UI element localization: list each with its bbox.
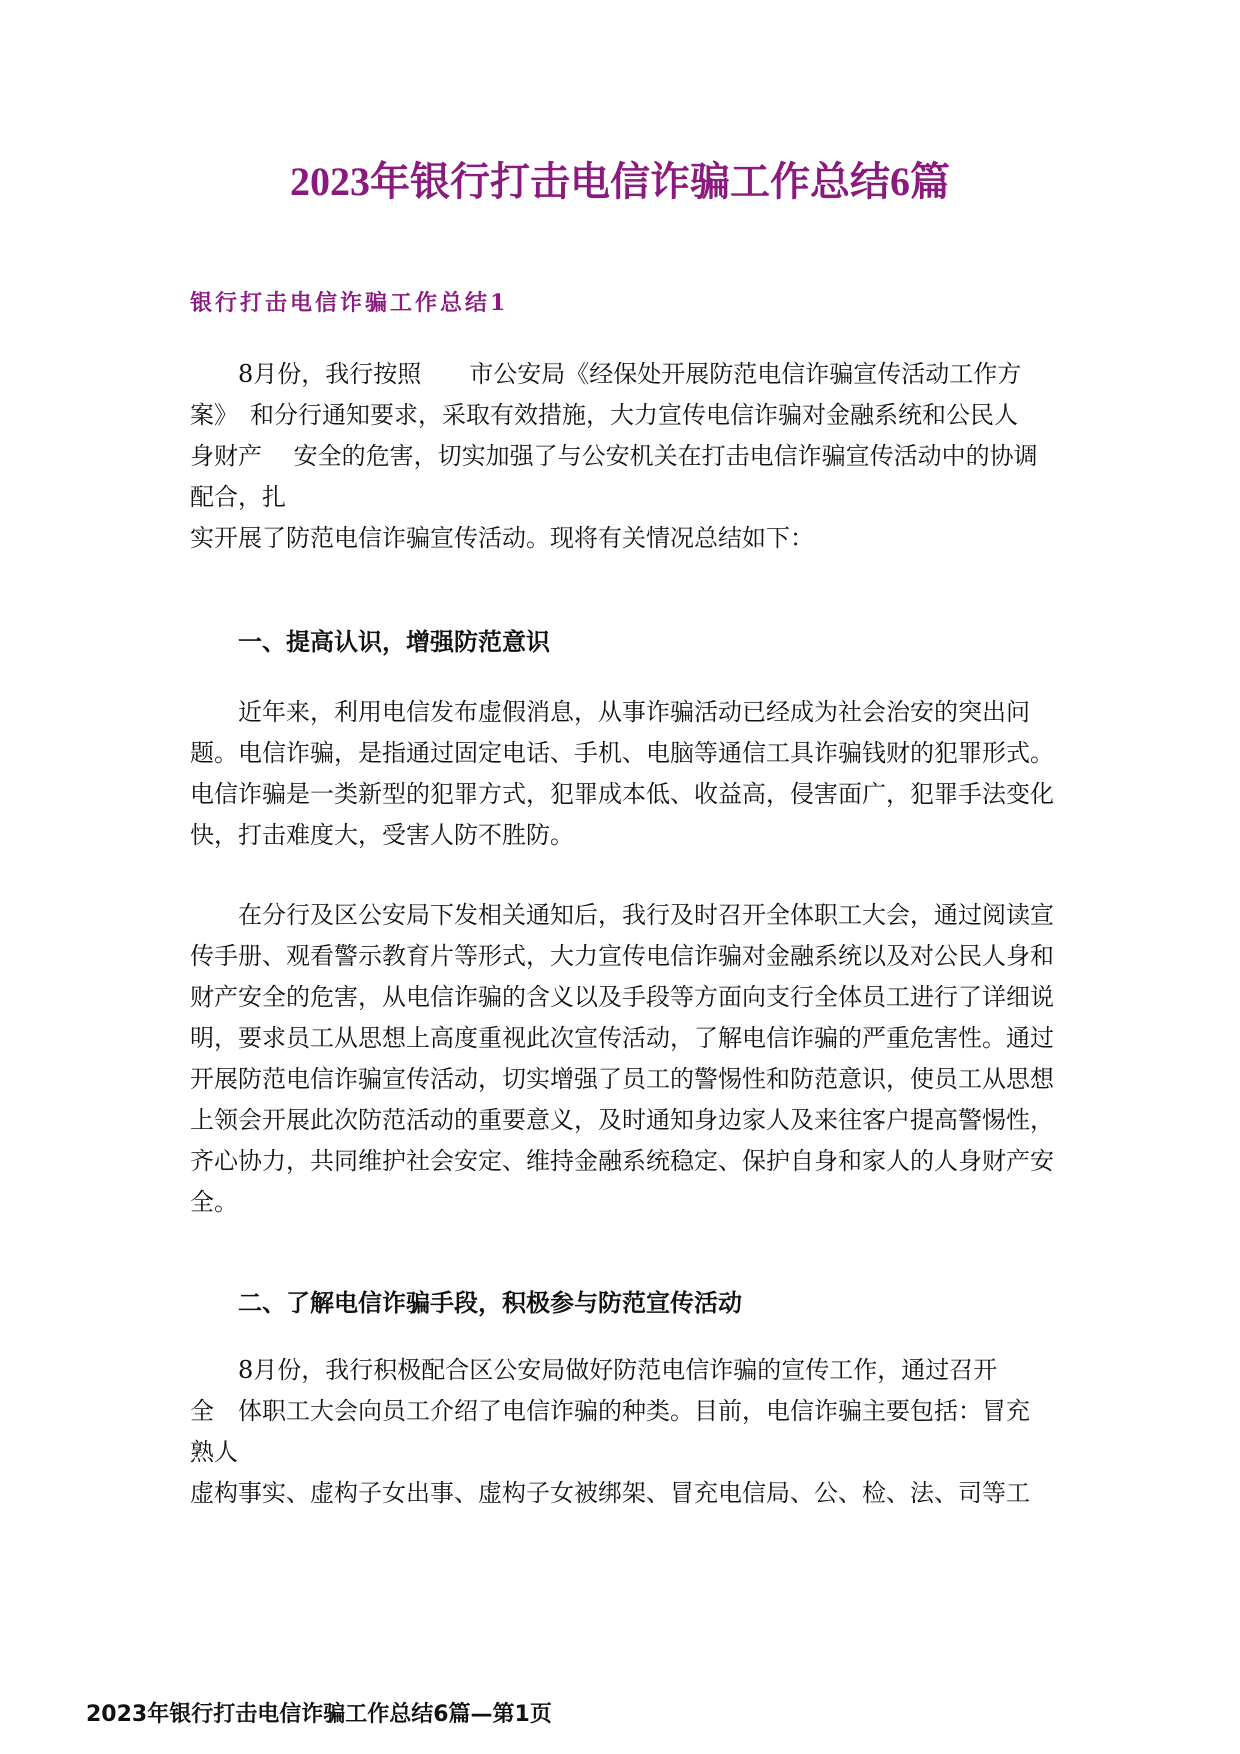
paragraph-3-line: 8月份，我行积极配合区公安局做好防范电信诈骗的宣传工作，通过召开 xyxy=(238,1356,998,1384)
paragraph-3 xyxy=(190,1350,1070,1514)
paragraph-3-line: 虚构事实、虚构子女出事、虚构子女被绑架、冒充电信局、公、检、法、司等工 xyxy=(190,1479,1030,1507)
intro-line: 配合，扎 xyxy=(190,483,286,511)
paragraph-3-line: 熟人 xyxy=(190,1438,238,1466)
paragraph-1: 近年来，利用电信发布虚假消息，从事诈骗活动已经成为社会治安的突出问题。电信诈骗，是指通过固定电话、手机、电脑等通信工具诈骗钱财的犯罪形式。电信诈骗是一类新型的犯罪方式，犯罪成本低、收益高，侵害面广，犯罪手法变化快，打击难度大，受害人防不胜防。 xyxy=(190,698,1054,849)
intro-line: 身财产 安全的危害，切实加强了与公安机关在打击电信诈骗宣传活动中的协调 xyxy=(190,442,1038,470)
intro-line: 实开展了防范电信诈骗宣传活动。现将有关情况总结如下： xyxy=(190,524,814,552)
paragraph-3-line: 全 体职工大会向员工介绍了电信诈骗的种类。目前，电信诈骗主要包括：冒充 xyxy=(190,1397,1030,1425)
intro-line: 8月份，我行按照 市公安局《经保处开展防范电信诈骗宣传活动工作方 xyxy=(238,360,1022,388)
intro-line: 案》 和分行通知要求，采取有效措施，大力宣传电信诈骗对金融系统和公民人 xyxy=(190,401,1018,429)
heading-1: 一、提高认识，增强防范意识 xyxy=(238,628,550,656)
page-footer: 2023年银行打击电信诈骗工作总结6篇—第1页 xyxy=(86,1702,552,1727)
document-title: 2023年银行打击电信诈骗工作总结6篇 xyxy=(290,159,950,204)
paragraph-2: 在分行及区公安局下发相关通知后，我行及时召开全体职工大会，通过阅读宣传手册、观看警示教育片等形式，大力宣传电信诈骗对金融系统以及对公民人身和财产安全的危害，从电信诈骗的含义以及手段等方面向支行全体员工进行了详细说明，要求员工从思想上高度重视此次宣传活动，了解电信诈骗的严重危害性。通过开展防范电信诈骗宣传活动，切实增强了员工的警惕性和防范意识，使员工从思想上领会开展此次防范活动的重要意义，及时通知身边家人及来往客户提高警惕性，齐心协力，共同维护社会安定、维持金融系统稳定、保护自身和家人的人身财产安全。 xyxy=(190,901,1054,1216)
section-title: 银行打击电信诈骗工作总结1 xyxy=(190,290,509,316)
intro-paragraph xyxy=(190,354,1070,559)
heading-2: 二、了解电信诈骗手段，积极参与防范宣传活动 xyxy=(238,1289,742,1317)
